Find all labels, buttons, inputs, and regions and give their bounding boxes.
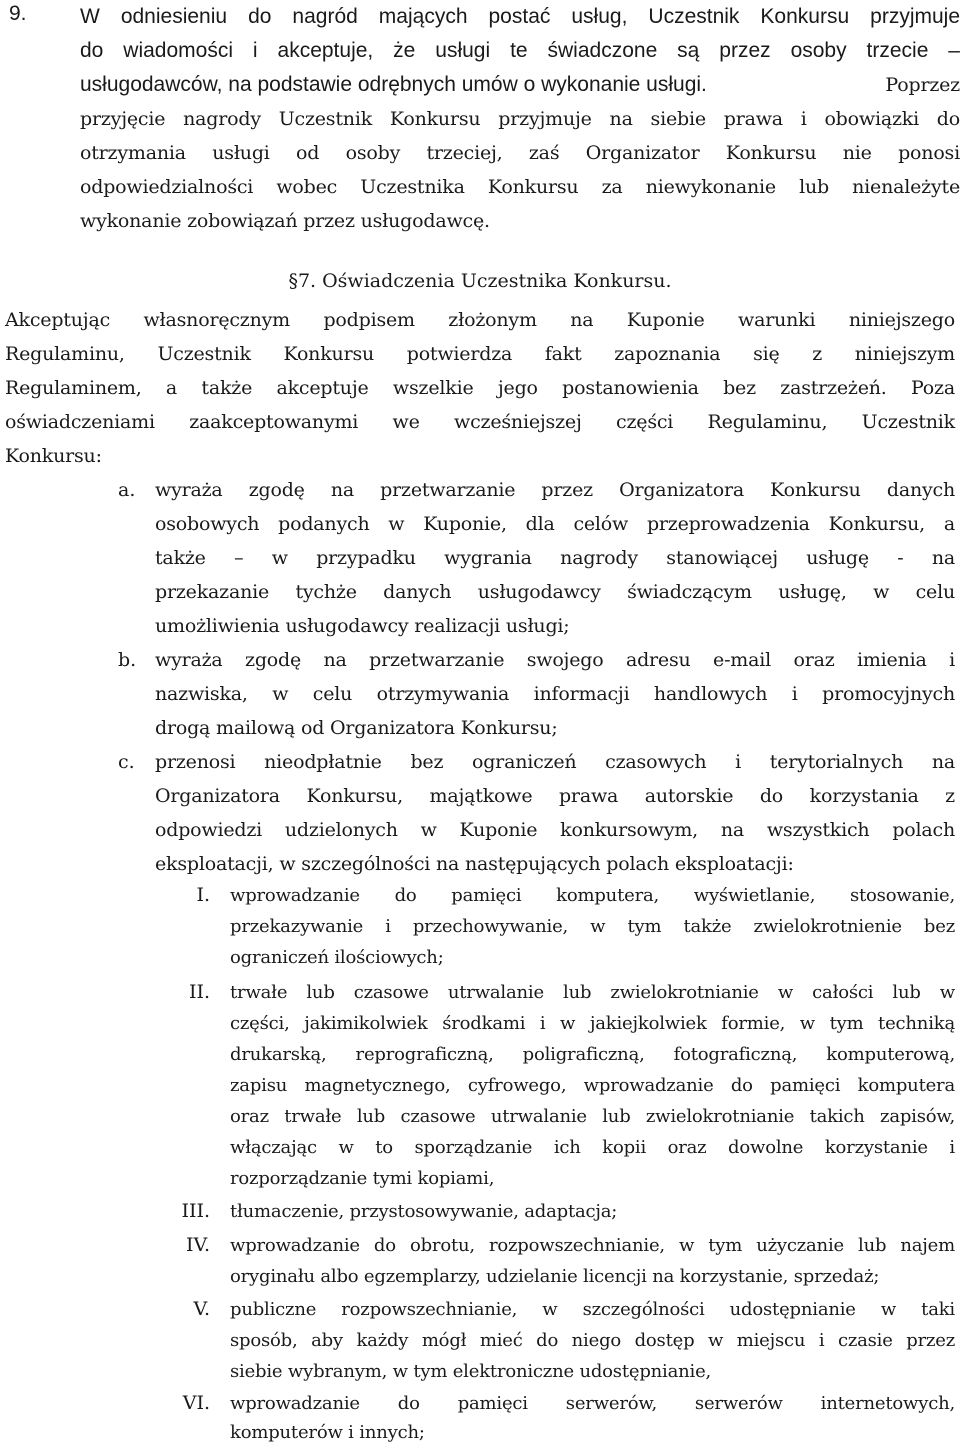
text-line: siebie wybranym, w tym elektroniczne udostępnianie, [230,1361,712,1382]
text-line: zapisu magnetycznego, cyfrowego, wprowadzanie do pamięci komputera [230,1075,955,1096]
text-line: Organizatora Konkursu, majątkowe prawa autorskie do korzystania z [155,785,955,807]
text-line: otrzymania usługi od osoby trzeciej, zaś Organizator Konkursu nie ponosi [80,142,960,164]
section-heading: §7. Oświadczenia Uczestnika Konkursu. [288,270,672,292]
text-line: nazwiska, w celu otrzymywania informacji handlowych i promocyjnych [155,683,955,705]
text-line: drukarską, reprograficzną, poligraficzną, fotograficzną, komputerową, [230,1044,955,1065]
text-line: umożliwienia usługodawcy realizacji usługi; [155,615,570,637]
item-marker: I. [196,884,210,906]
text-line: przekazywanie i przechowywanie, w tym także zwielokrotnienie bez [230,916,955,937]
text-line: rozporządzanie tymi kopiami, [230,1168,495,1189]
text-line: włączając w to sporządzanie ich kopii oraz dowolne korzystanie i [230,1137,955,1158]
text-line: ograniczeń ilościowych; [230,947,444,968]
text-line: publiczne rozpowszechnianie, w szczególności udostępnianie w taki [230,1299,955,1320]
text-line: wyraża zgodę na przetwarzanie swojego adresu e-mail oraz imienia i [155,649,955,671]
text-line: wprowadzanie do obrotu, rozpowszechnianie, w tym użyczanie lub najem [230,1235,955,1256]
item-marker: III. [181,1200,210,1222]
item-marker: a. [118,479,136,501]
text-line: Regulaminem, a także akceptuje wszelkie jego postanowienia bez zastrzeżeń. Poza [5,377,955,399]
text-line: osobowych podanych w Kuponie, dla celów przeprowadzenia Konkursu, a [155,513,955,535]
text-line: komputerów i innych; [230,1422,425,1443]
text-line: eksploatacji, w szczególności na następujących polach eksploatacji: [155,853,794,875]
text-line: Regulaminu, Uczestnik Konkursu potwierdza fakt zapoznania się z niniejszym [5,343,955,365]
text-line: także – w przypadku wygrania nagrody stanowiącej usługę - na [155,547,955,569]
text-line: W odniesieniu do nagród mających postać usług, Uczestnik Konkursu przyjmuje [80,5,960,28]
text-line: drogą mailową od Organizatora Konkursu; [155,717,558,739]
text-line: części, jakimikolwiek środkami i w jakiejkolwiek formie, w tym techniką [230,1013,955,1034]
text-line: odpowiedzi udzielonych w Kuponie konkursowym, na wszystkich polach [155,819,955,841]
text-line: oświadczeniami zaakceptowanymi we wcześniejszej części Regulaminu, Uczestnik [5,411,955,433]
item-marker: II. [188,981,210,1003]
text-line: przenosi nieodpłatnie bez ograniczeń czasowych i terytorialnych na [155,751,955,773]
item-marker: b. [118,649,137,671]
text-line: odpowiedzialności wobec Uczestnika Konkursu za niewykonanie lub nienależyte [80,176,960,198]
text-line: wprowadzanie do pamięci komputera, wyświetlanie, stosowanie, [230,885,955,906]
text-line: przekazanie tychże danych usługodawcy świadczącym usługę, w celu [155,581,955,603]
text-line: usługodawców, na podstawie odrębnych umów o wykonanie usługi. [80,73,707,96]
text-line: Konkursu: [5,445,102,467]
text-line: wykonanie zobowiązań przez usługodawcę. [80,210,490,232]
item-marker: IV. [186,1234,210,1256]
item-marker: c. [118,751,135,773]
text-line: oryginału albo egzemplarzy, udzielanie licencji na korzystanie, sprzedaż; [230,1266,880,1287]
text-line: sposób, aby każdy mógł mieć do niego dostęp w miejscu i czasie przez [230,1330,955,1351]
text-line: tłumaczenie, przystosowywanie, adaptacja; [230,1201,618,1222]
text-line: do wiadomości i akceptuje, że usługi te świadczone są przez osoby trzecie – [80,39,960,62]
item-marker: VI. [182,1392,210,1414]
text-line: Akceptując własnoręcznym podpisem złożonym na Kuponie warunki niniejszego [5,309,955,331]
text-line: oraz trwałe lub czasowe utrwalanie lub zwielokrotnianie takich zapisów, [230,1106,955,1127]
text-line: Poprzez [885,74,960,96]
text-line: trwałe lub czasowe utrwalanie lub zwielokrotnianie w całości lub w [230,982,955,1003]
item-number: 9. [9,2,27,25]
text-line: przyjęcie nagrody Uczestnik Konkursu przyjmuje na siebie prawa i obowiązki do [80,108,960,130]
item-marker: V. [193,1298,210,1320]
text-line: wyraża zgodę na przetwarzanie przez Organizatora Konkursu danych [155,479,955,501]
text-line: wprowadzanie do pamięci serwerów, serwerów internetowych, [230,1393,955,1414]
